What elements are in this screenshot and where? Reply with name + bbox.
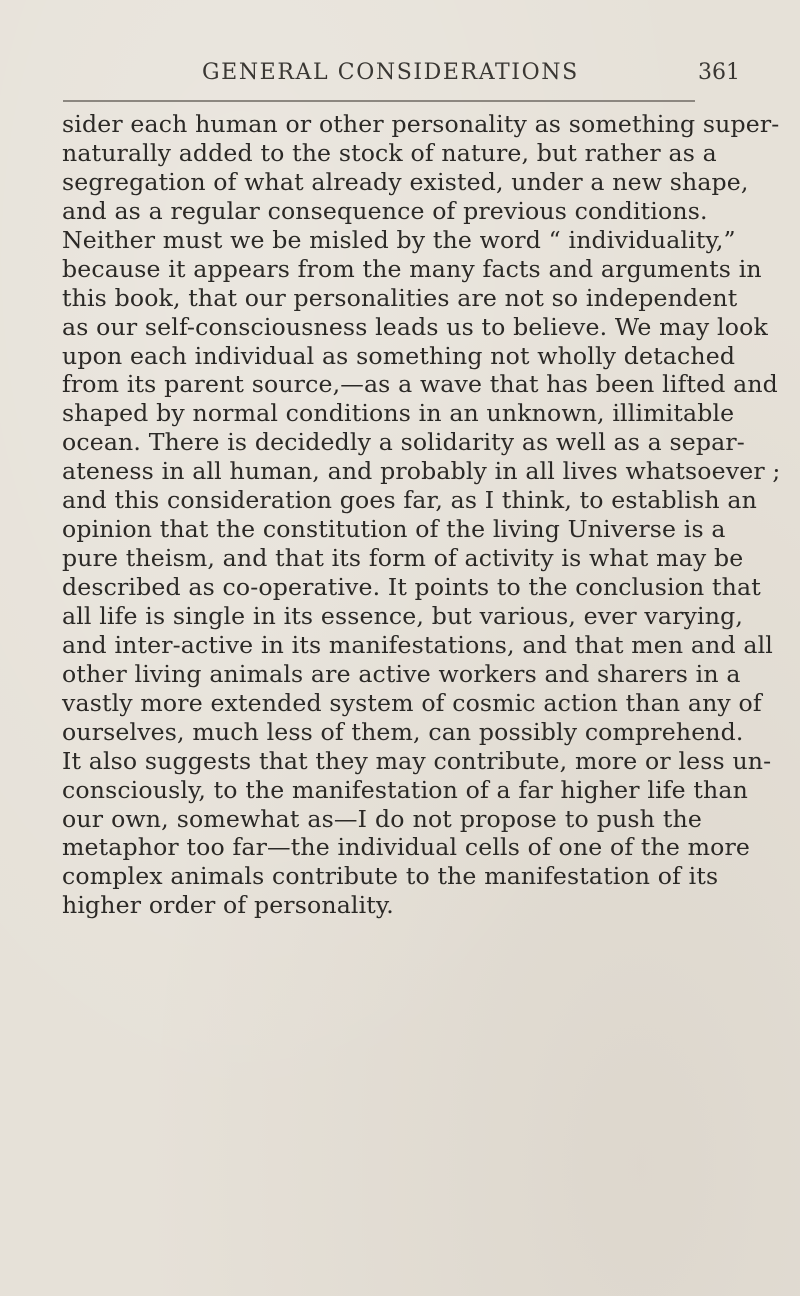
text-line: all life is single in its essence, but various, ever varying, [62,601,743,630]
text-line: pure theism, and that its form of activity is what may be [62,544,744,573]
text-line: opinion that the constitution of the living Universe is a [62,515,726,544]
text-line: ateness in all human, and probably in all lives whatsoever ; [62,457,781,486]
text-line: described as co-operative. It points to the conclusion that [62,573,761,601]
text-line: naturally added to the stock of nature, but rather as a [62,138,717,167]
text-line: It also suggests that they may contribute, more or less un- [62,746,772,775]
text-line: and as a regular consequence of previous conditions. [62,196,708,225]
text-line: and this consideration goes far, as I think, to establish an [62,486,757,515]
running-head [60,58,740,88]
text-line: shaped by normal conditions in an unknown, illimitable [62,399,735,428]
text-line: metaphor too far—the individual cells of one of the more [62,833,751,862]
text-line: as our self-consciousness leads us to believe. We may look [62,312,768,341]
text-line: higher order of personality. [62,891,394,920]
text-line: this book, that our personalities are not so independent [62,283,738,312]
text-line: our own, somewhat as—I do not propose to push the [62,804,702,833]
header-rule [63,100,695,102]
text-line: complex animals contribute to the manifestation of its [62,862,719,891]
text-line: consciously, to the manifestation of a far higher life than [62,775,748,804]
text-line: upon each individual as something not wholly detached [62,341,736,370]
text-line: ourselves, much less of them, can possibly comprehend. [62,717,744,746]
body-paragraph [62,110,781,920]
text-line: sider each human or other personality as something super- [62,110,780,138]
running-title: GENERAL CONSIDERATIONS [202,60,579,85]
text-line: from its parent source,—as a wave that has been lifted and [62,370,778,399]
text-line: other living animals are active workers and sharers in a [62,659,741,688]
text-line: because it appears from the many facts and arguments in [62,254,762,283]
text-line: Neither must we be misled by the word “ individuality,” [62,225,736,254]
text-line: and inter-active in its manifestations, and that men and all [62,630,773,659]
page-number: 361 [698,60,740,85]
text-line: ocean. There is decidedly a solidarity as well as a separ- [62,428,745,457]
text-line: segregation of what already existed, under a new shape, [62,167,749,196]
text-line: vastly more extended system of cosmic action than any of [62,688,762,717]
